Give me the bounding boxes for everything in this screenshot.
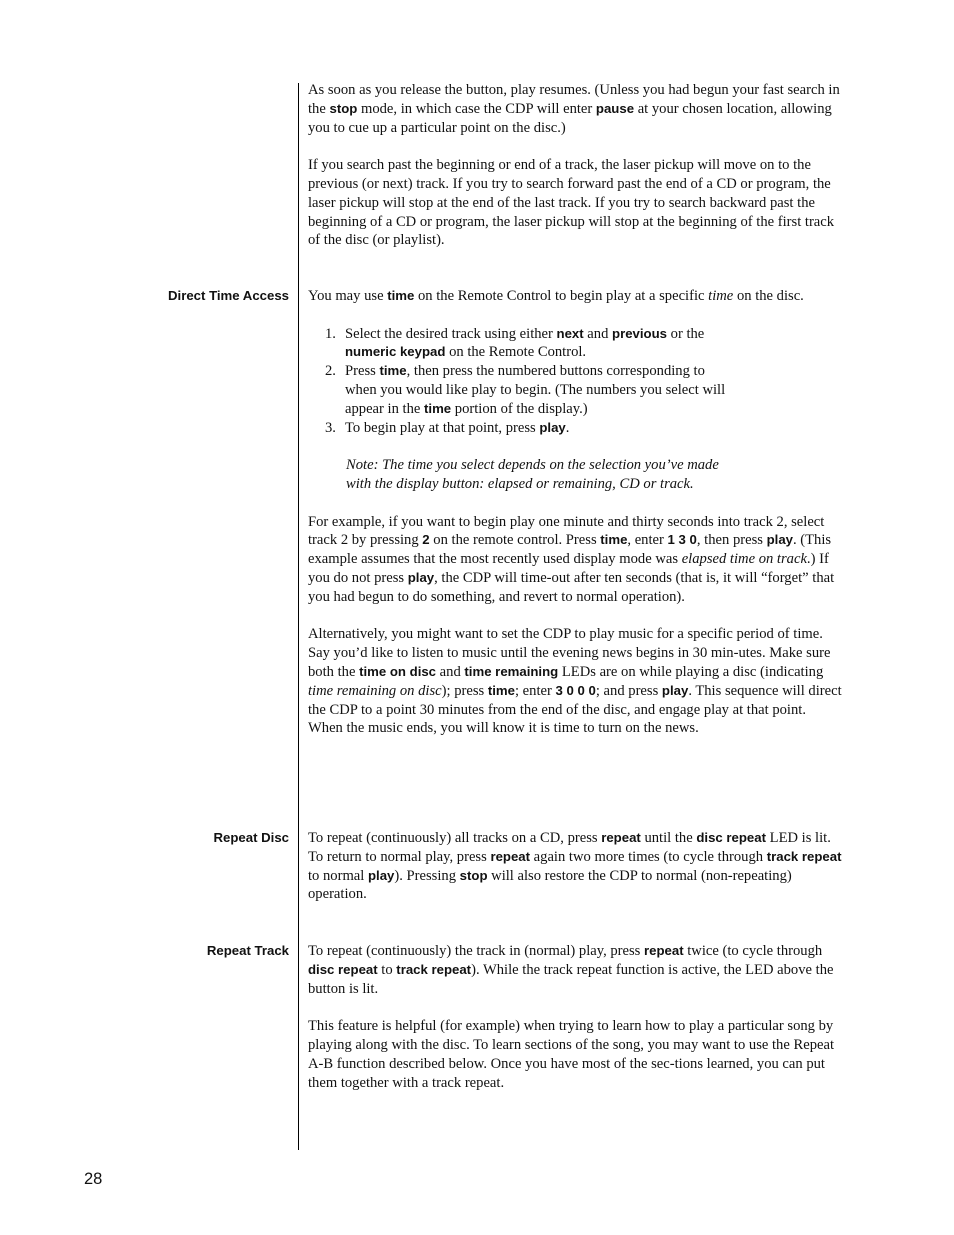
keyword: time: [424, 400, 452, 416]
keyword: 1 3 0: [667, 532, 697, 548]
repeat-track-paragraph-2: This feature is helpful (for example) when trying to learn how to play a particular song by playing along with the disc. To learn sections of the song, you may want to use the Repeat A-B function described below. Once you have most of the sec-tions learned, you can put them together with a track repeat.: [308, 1018, 835, 1091]
keyword: track repeat: [766, 848, 842, 864]
keyword: previous: [612, 325, 667, 341]
intro-paragraph-2: If you search past the beginning or end of a track, the laser pickup will move on to the previous (or next) track. If you try to search forward past the end of a CD or program, the laser pickup will stop at the end of the last track. If you try to search backward past the beginning of a CD or program, the laser pickup will stop at the beginning of the first track of the disc (or playlist).: [308, 157, 835, 249]
keyword: disc repeat: [696, 830, 766, 845]
direct-time-paragraph-2: For example, if you want to begin play one minute and thirty seconds into track 2, select track 2 by pressing 2 on the remote control. Press time, enter 1 3 0, then press play. (This example assumes that the most recently used display mode was elapsed time on track.) If you do not press play, the CDP will time-out after ten seconds (that is, it will “forget” that you had begun to do something, and revert to normal operation).: [308, 513, 835, 605]
keyword: time: [487, 682, 515, 698]
emphasis: time: [708, 288, 734, 304]
repeat-disc-section: [308, 829, 844, 904]
keyword: track repeat: [396, 961, 472, 977]
heading-repeat-disc: Repeat Disc: [213, 830, 289, 845]
keyword: repeat: [490, 848, 531, 864]
repeat-disc-paragraph: To repeat (continuously) all tracks on a CD, press repeat until the disc repeat LED is lit. To return to normal play, press repeat again two more times (to cycle through track repeat to normal play). Pressing stop will also restore the CDP to normal (non-repeating) operation.: [308, 830, 842, 903]
page-number: 28: [84, 1170, 103, 1188]
step-item: [308, 325, 844, 363]
keyword: time: [387, 288, 415, 303]
keyword: time: [379, 363, 407, 379]
repeat-track-section: [308, 942, 844, 1092]
repeat-track-paragraph-1: To repeat (continuously) the track in (normal) play, press repeat twice (to cycle through disc repeat to track repeat). While the track repeat function is active, the LED above the button is lit.: [308, 943, 834, 997]
step-number: 2.: [325, 363, 336, 380]
emphasis: time remaining on disc: [308, 682, 442, 699]
keyword: numeric keypad: [345, 344, 446, 360]
keyword: repeat: [601, 830, 641, 845]
direct-time-paragraph-1: You may use time on the Remote Control to begin play at a specific time on the disc.: [308, 288, 804, 304]
step-number: 1.: [325, 325, 336, 342]
direct-time-steps: [308, 325, 844, 438]
keyword: 3 0 0 0: [555, 682, 596, 698]
keyword: repeat: [644, 943, 684, 958]
keyword: play: [407, 569, 435, 585]
keyword: stop: [329, 100, 358, 116]
keyword: 2: [422, 532, 430, 548]
keyword: play: [661, 682, 689, 698]
direct-time-section: [308, 287, 844, 738]
step-item: [308, 419, 844, 438]
column-divider: [298, 83, 299, 1150]
step-text: Select the desired track using either next and previous or the numeric keypad on the Remote Control.: [345, 325, 705, 361]
keyword: time remaining: [464, 663, 559, 679]
keyword: disc repeat: [308, 961, 378, 977]
step-text: Press time, then press the numbered buttons corresponding to when you would like play to begin. (The numbers you select will appear in the time portion of the display.): [345, 363, 726, 417]
heading-direct-time-access: Direct Time Access: [168, 288, 289, 303]
emphasis: elapsed time on track: [681, 551, 807, 568]
intro-paragraph-1: As soon as you release the button, play resumes. (Unless you had begun your fast search in the stop mode, in which case the CDP will enter pause at your chosen location, allowing you to cue up a particular point on the disc.): [308, 82, 840, 136]
direct-time-note: Note: The time you select depends on the selection you’ve made with the display button: elapsed or remaining, CD or track.: [346, 457, 719, 492]
direct-time-paragraph-3: Alternatively, you might want to set the CDP to play music for a specific period of time. Say you’d like to listen to music until the evening news begins in 30 min-utes. Make sure both the time on disc and time remaining LEDs are on while playing a disc (indicating time remaining on disc); press time; enter 3 0 0 0; and press play. This sequence will direct the CDP to a point 30 minutes from the end of the disc, and engage play at that point. When the music ends, you will know it is time to turn on the news.: [308, 626, 842, 737]
keyword: play: [368, 867, 395, 883]
keyword: next: [556, 325, 584, 341]
step-item: [308, 362, 844, 418]
heading-repeat-track: Repeat Track: [206, 943, 289, 958]
keyword: time on disc: [359, 663, 437, 679]
step-text: To begin play at that point, press play.: [345, 419, 570, 436]
keyword: play: [766, 532, 793, 548]
keyword: time: [600, 532, 628, 548]
keyword: pause: [595, 100, 635, 116]
keyword: stop: [459, 867, 488, 883]
step-number: 3.: [325, 419, 336, 436]
keyword: play: [539, 419, 566, 435]
intro-section: [308, 81, 844, 250]
